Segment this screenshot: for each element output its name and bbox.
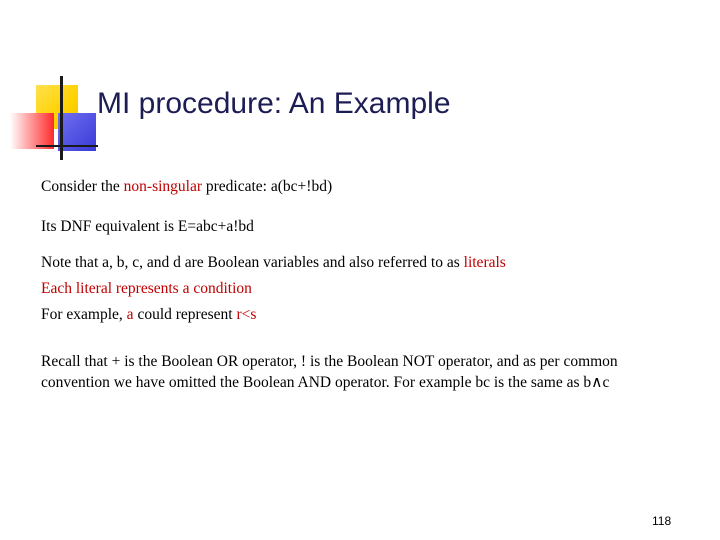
text-segment: For example, [41,306,127,323]
slide-logo [0,0,100,170]
logo-red-bar [10,113,54,149]
text-segment: Its DNF equivalent is E=abc+a!bd [41,218,254,235]
paragraph-example [41,304,256,325]
logo-horizontal-line [36,145,98,147]
text-segment: predicate: a(bc+!bd) [202,178,333,195]
logo-vertical-line [60,76,63,160]
text-segment: Note that a, b, c, and d are Boolean variables and also referred to as [41,254,464,271]
text-segment: could represent [133,306,237,323]
page-number: 118 [652,514,672,528]
highlighted-term: Each literal represents a condition [41,280,252,297]
highlighted-term: r<s [236,306,257,323]
page-title: MI procedure: An Example [97,87,451,120]
paragraph-literals [41,252,506,273]
highlighted-term: literals [463,254,506,271]
paragraph-condition [41,278,252,299]
paragraph-predicate [41,176,332,197]
highlighted-term: a [126,306,134,323]
paragraph-dnf [41,216,254,237]
text-segment: Recall that + is the Boolean OR operator, ! is the Boolean NOT operator, and as per common convention we have omitted the Boolean AND operator. For example bc is the same as b∧c [41,353,618,391]
text-segment: Consider the [41,178,124,195]
paragraph-operators [41,351,661,393]
highlighted-term: non-singular [123,178,203,195]
